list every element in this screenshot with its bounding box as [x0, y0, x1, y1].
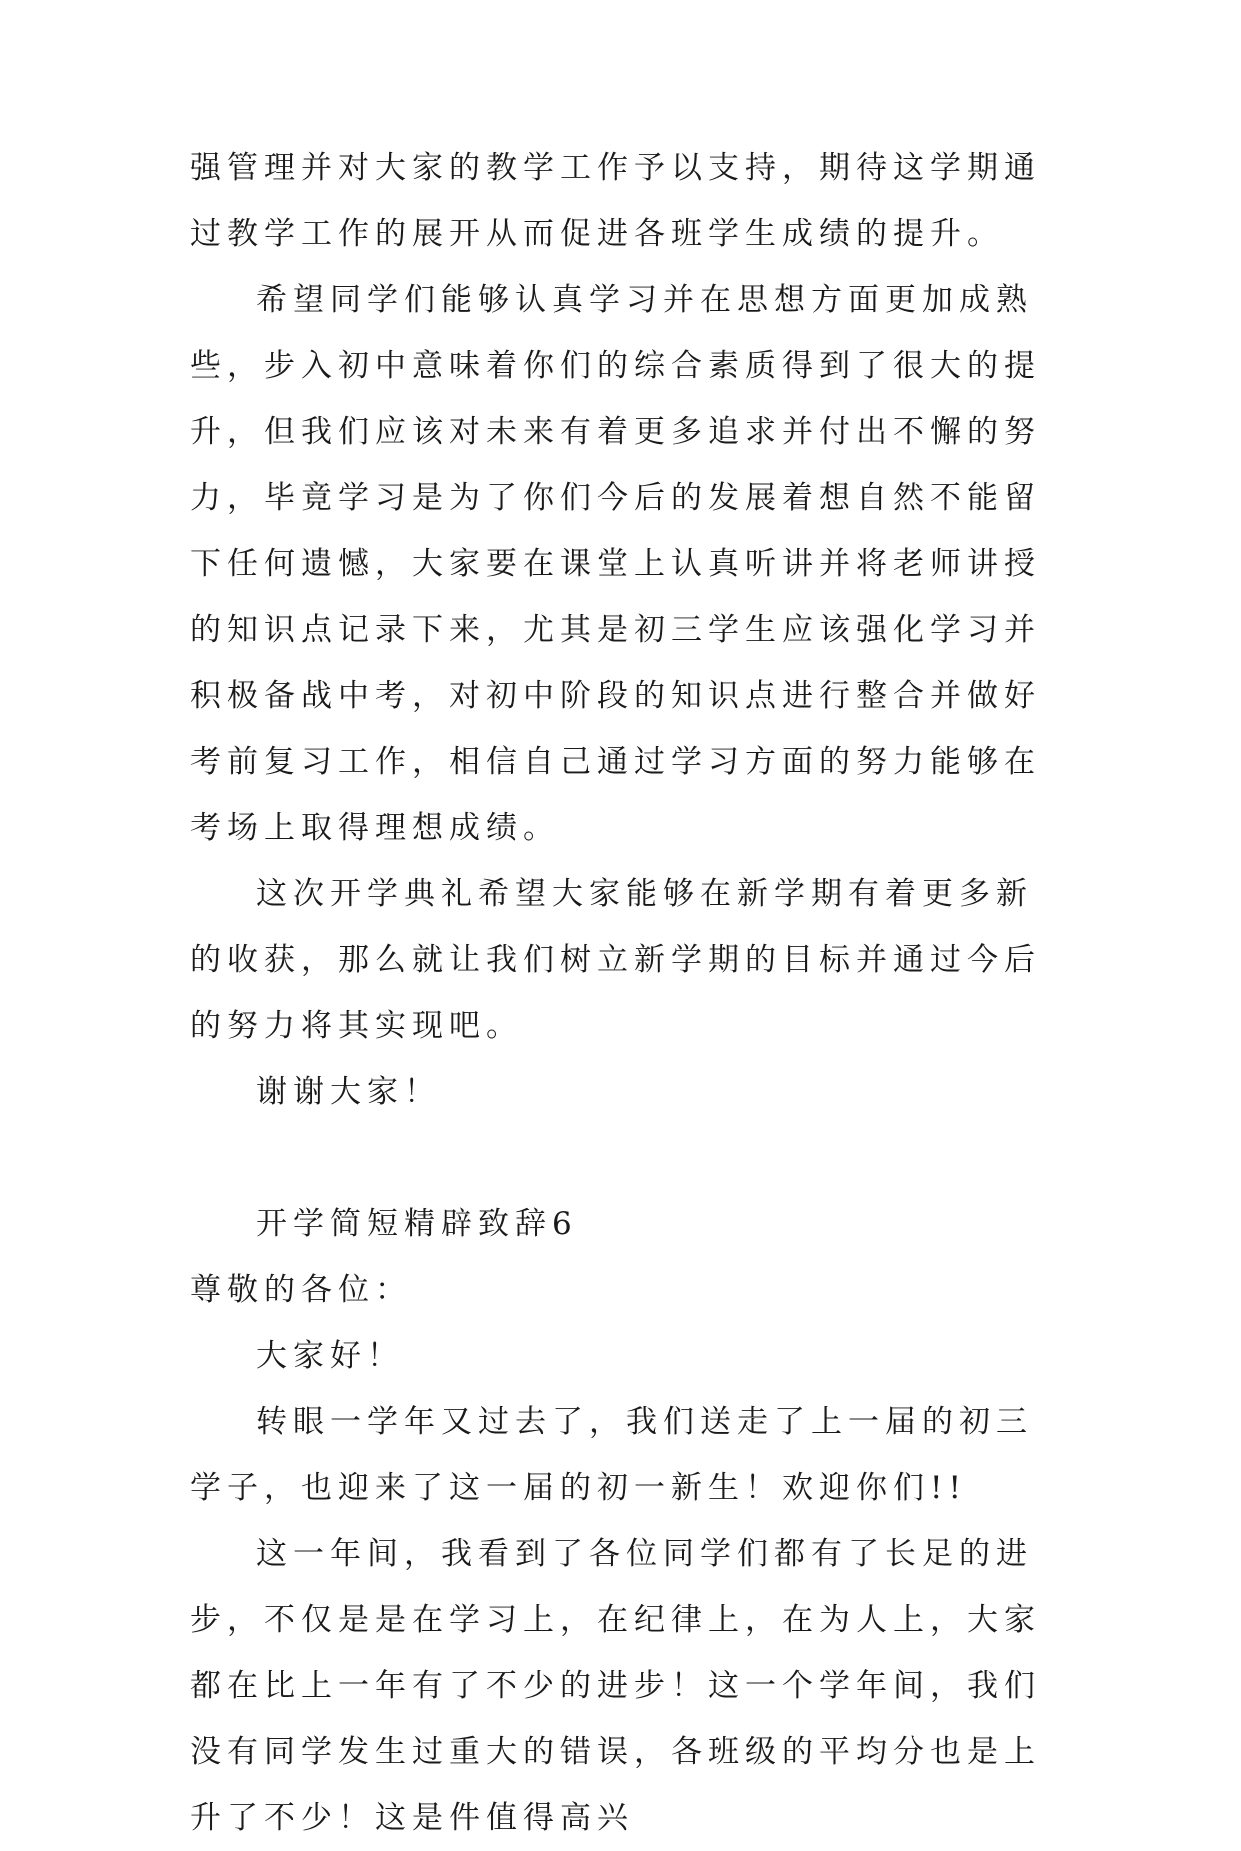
salutation: 尊敬的各位： — [190, 1272, 412, 1308]
greeting: 大家好！ — [256, 1338, 404, 1374]
paragraph-progress: 这一年间，我看到了各位同学们都有了长足的进步，不仅是是在学习上，在纪律上，在为人上，大家都在比上一年有了不少的进步！这一个学年间，我们没有同学发生过重大的错误，各班级的平均分也是上升了不少！这是件值得高兴 — [190, 1536, 1041, 1836]
paragraph-hope-students: 希望同学们能够认真学习并在思想方面更加成熟些，步入初中意味着你们的综合素质得到了很大的提升，但我们应该对未来有着更多追求并付出不懈的努力，毕竟学习是为了你们今后的发展着想自然不能留下任何遗憾，大家要在课堂上认真听讲并将老师讲授的知识点记录下来，尤其是初三学生应该强化学习并积极备战中考，对初中阶段的知识点进行整合并做好考前复习工作，相信自己通过学习方面的努力能够在考场上取得理想成绩。 — [190, 282, 1041, 846]
section-title: 开学简短精辟致辞6 — [256, 1206, 578, 1242]
blank-line — [190, 1125, 1050, 1191]
paragraph-continuation: 强管理并对大家的教学工作予以支持，期待这学期通过教学工作的展开从而促进各班学生成绩的提升。 — [190, 150, 1041, 252]
document-body — [190, 135, 1050, 1851]
paragraph-ceremony-wish: 这次开学典礼希望大家能够在新学期有着更多新的收获，那么就让我们树立新学期的目标并通过今后的努力将其实现吧。 — [190, 876, 1041, 1044]
paragraph-welcome: 转眼一学年又过去了，我们送走了上一届的初三学子，也迎来了这一届的初一新生！欢迎你们!! — [190, 1404, 1033, 1506]
paragraph-thanks: 谢谢大家！ — [256, 1074, 441, 1110]
